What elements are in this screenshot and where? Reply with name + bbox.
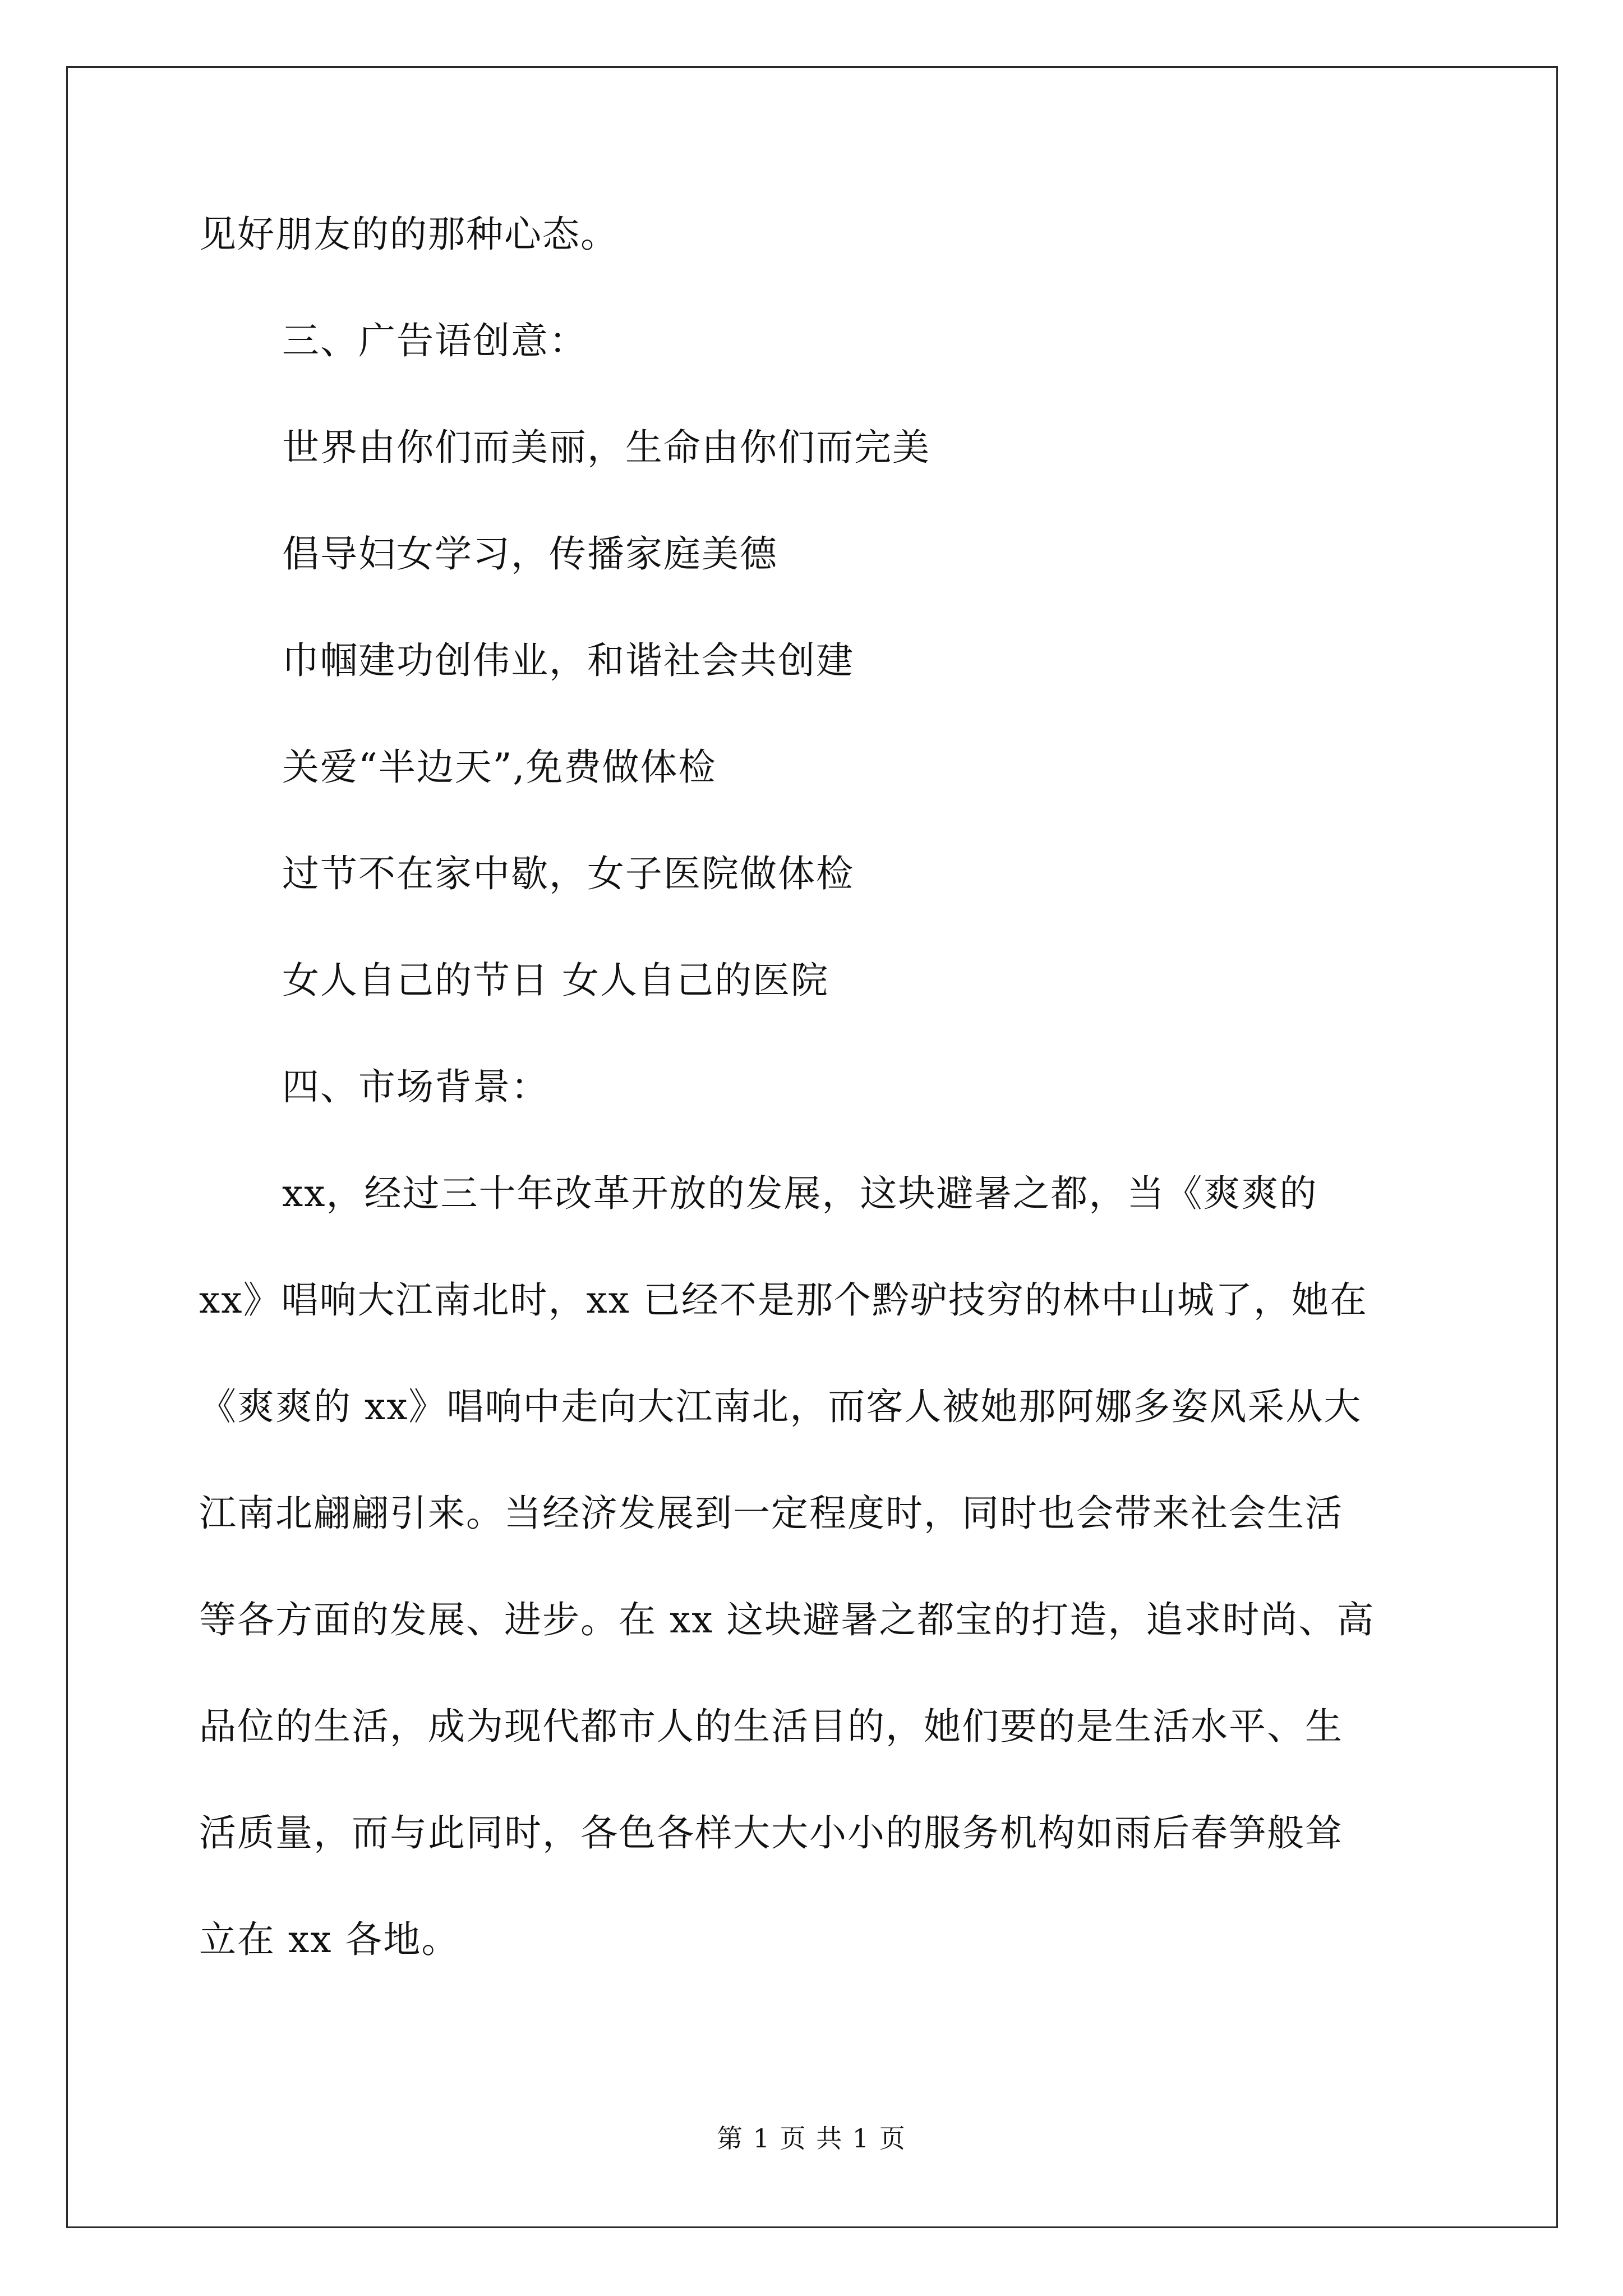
text-line-1: 见好朋友的的那种心态。 bbox=[199, 213, 619, 256]
document-body bbox=[199, 208, 1433, 1993]
heading-ad-slogans: 三、广告语创意： bbox=[282, 319, 587, 362]
slogan-3: 巾帼建功创伟业，和谐社会共创建 bbox=[282, 639, 854, 682]
paragraph-line: 立在 xx 各地。 bbox=[199, 1918, 460, 1961]
paragraph-line: 活质量，而与此同时，各色各样大大小小的服务机构如雨后春笋般耸 bbox=[199, 1811, 1343, 1855]
paragraph-line: 《爽爽的 xx》唱响中走向大江南北，而客人被她那阿娜多姿风采从大 bbox=[199, 1385, 1362, 1428]
slogan-5: 过节不在家中歇，女子医院做体检 bbox=[282, 852, 854, 895]
slogan-1: 世界由你们而美丽，生命由你们而完美 bbox=[282, 426, 930, 469]
slogan-2: 倡导妇女学习，传播家庭美德 bbox=[282, 532, 778, 576]
paragraph-line: xx，经过三十年改革开放的发展，这块避暑之都，当《爽爽的 bbox=[282, 1172, 1318, 1215]
slogan-4: 关爱“半边天”,免费做体检 bbox=[282, 746, 717, 789]
paragraph-line: 江南北翩翩引来。当经济发展到一定程度时，同时也会带来社会生活 bbox=[199, 1492, 1343, 1535]
slogan-6: 女人自己的节日 女人自己的医院 bbox=[282, 959, 829, 1002]
heading-market-background: 四、市场背景： bbox=[282, 1065, 549, 1108]
paragraph-line: xx》唱响大江南北时，xx 已经不是那个黔驴技穷的林中山城了，她在 bbox=[199, 1278, 1368, 1322]
paragraph-line: 品位的生活，成为现代都市人的生活目的，她们要的是生活水平、生 bbox=[199, 1705, 1343, 1748]
paragraph-line: 等各方面的发展、进步。在 xx 这块避暑之都宝的打造，追求时尚、高 bbox=[199, 1598, 1375, 1641]
market-background-paragraph bbox=[199, 1140, 1433, 1993]
page-footer: 第 1 页 共 1 页 bbox=[717, 2123, 906, 2154]
